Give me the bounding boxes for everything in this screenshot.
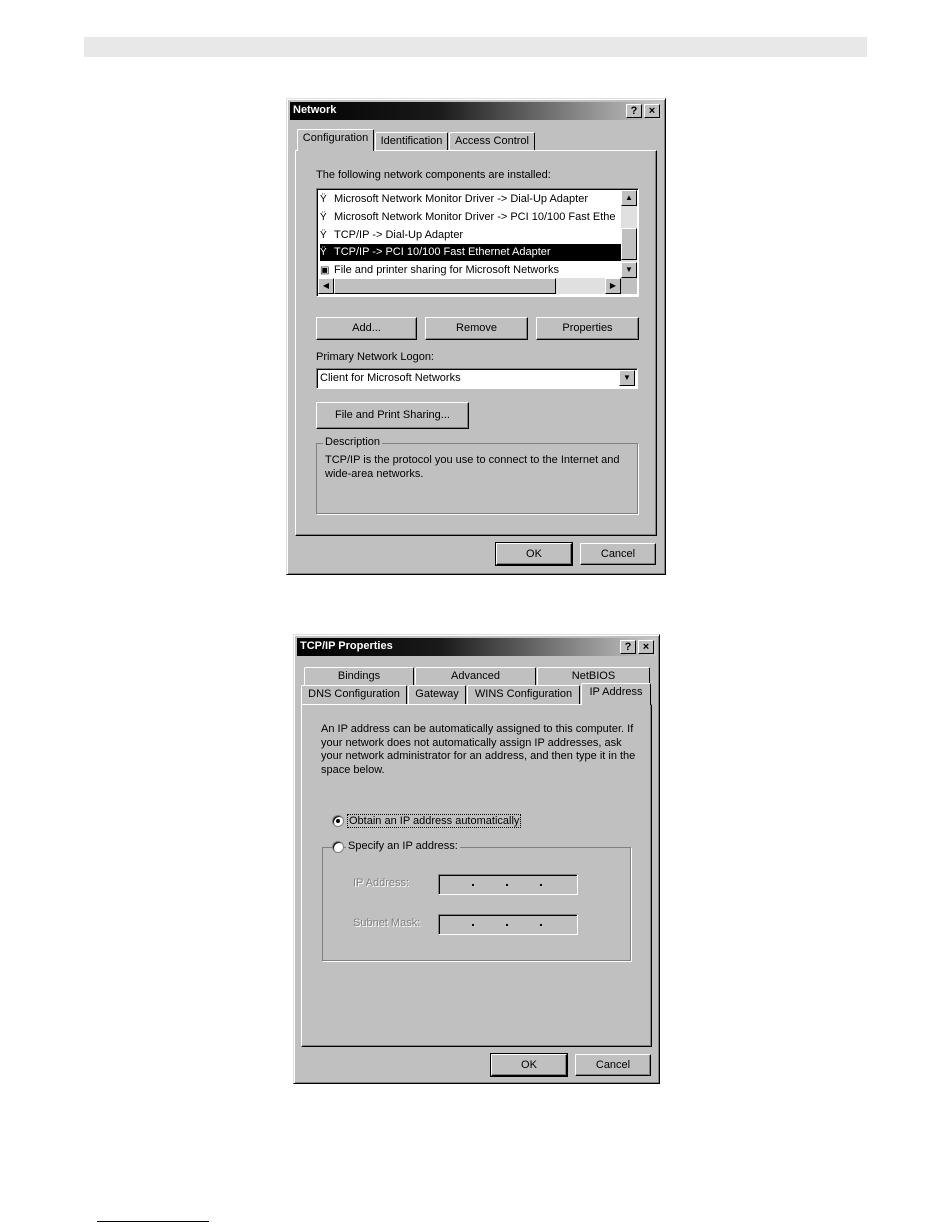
subnet-mask-label: Subnet Mask: bbox=[353, 917, 421, 929]
obtain-ip-radio[interactable] bbox=[332, 815, 344, 827]
tab-access-control[interactable]: Access Control bbox=[449, 132, 535, 151]
list-item[interactable] bbox=[320, 191, 622, 208]
tab-dns-configuration[interactable]: DNS Configuration bbox=[301, 685, 407, 704]
list-item[interactable] bbox=[320, 262, 622, 279]
cancel-button[interactable]: Cancel bbox=[575, 1054, 651, 1076]
close-icon[interactable]: × bbox=[644, 104, 660, 118]
network-protocol-icon: Ÿ bbox=[320, 194, 327, 205]
subnet-mask-field[interactable] bbox=[438, 914, 578, 935]
network-protocol-icon: Ÿ bbox=[320, 247, 327, 258]
tab-wins-configuration[interactable]: WINS Configuration bbox=[467, 685, 580, 704]
tcpip-properties-dialog bbox=[293, 634, 660, 1084]
ip-separator bbox=[540, 884, 542, 886]
tab-identification[interactable]: Identification bbox=[375, 132, 448, 151]
tab-ip-address[interactable]: IP Address bbox=[581, 683, 651, 705]
ip-address-panel bbox=[301, 704, 652, 1047]
page-header-bar bbox=[84, 37, 867, 57]
properties-button[interactable]: Properties bbox=[536, 317, 639, 340]
configuration-panel bbox=[295, 150, 657, 536]
list-item-label: Microsoft Network Monitor Driver -> PCI 10/100 Fast Ethe bbox=[334, 211, 616, 223]
tcpip-title: TCP/IP Properties bbox=[300, 640, 393, 652]
ip-separator bbox=[506, 924, 508, 926]
components-label: The following network components are installed: bbox=[316, 169, 551, 181]
description-text: TCP/IP is the protocol you use to connect to the Internet and wide-area networks. bbox=[325, 454, 620, 480]
help-icon[interactable]: ? bbox=[626, 104, 642, 118]
network-titlebar[interactable] bbox=[290, 102, 662, 120]
ip-address-label: IP Address: bbox=[353, 877, 410, 889]
network-title: Network bbox=[293, 104, 337, 116]
ok-button[interactable]: OK bbox=[491, 1054, 567, 1076]
footer-rule bbox=[97, 1221, 209, 1222]
ip-separator bbox=[472, 924, 474, 926]
list-item[interactable] bbox=[320, 227, 622, 244]
components-listbox[interactable] bbox=[316, 188, 639, 297]
chevron-down-icon[interactable]: ▼ bbox=[619, 370, 635, 386]
intro-text: An IP address can be automatically assigned to this computer. If your network does not automatically assign IP addresses, ask your network administrator for an address, and then type it in the space below. bbox=[321, 723, 636, 776]
primary-logon-value: Client for Microsoft Networks bbox=[320, 372, 461, 384]
specify-ip-group bbox=[322, 847, 631, 961]
vertical-scrollbar[interactable] bbox=[621, 190, 637, 278]
ip-separator bbox=[506, 884, 508, 886]
tcpip-titlebar[interactable] bbox=[297, 638, 656, 656]
scroll-thumb-horizontal[interactable] bbox=[334, 278, 556, 294]
tab-configuration[interactable]: Configuration bbox=[297, 129, 374, 151]
add-button[interactable]: Add... bbox=[316, 317, 417, 340]
remove-button[interactable]: Remove bbox=[425, 317, 528, 340]
help-icon[interactable]: ? bbox=[620, 640, 636, 654]
close-icon[interactable]: × bbox=[638, 640, 654, 654]
horizontal-scrollbar[interactable] bbox=[318, 278, 621, 294]
ip-separator bbox=[540, 924, 542, 926]
scroll-corner bbox=[621, 278, 637, 294]
file-sharing-service-icon: ▣ bbox=[320, 265, 330, 276]
cancel-button[interactable]: Cancel bbox=[580, 543, 656, 565]
list-item-selected[interactable] bbox=[320, 244, 622, 261]
list-item[interactable] bbox=[320, 209, 622, 226]
description-title: Description bbox=[325, 436, 381, 448]
scroll-right-icon[interactable]: ▶ bbox=[605, 278, 621, 294]
primary-logon-label: Primary Network Logon: bbox=[316, 351, 434, 363]
tab-gateway[interactable]: Gateway bbox=[408, 685, 466, 704]
specify-ip-label[interactable]: Specify an IP address: bbox=[348, 840, 458, 852]
obtain-ip-label[interactable]: Obtain an IP address automatically bbox=[349, 815, 520, 827]
scroll-up-icon[interactable]: ▲ bbox=[621, 190, 637, 206]
network-protocol-icon: Ÿ bbox=[320, 230, 327, 241]
primary-logon-select[interactable] bbox=[316, 368, 638, 389]
ok-button[interactable]: OK bbox=[496, 543, 572, 565]
list-item-label: TCP/IP -> PCI 10/100 Fast Ethernet Adapter bbox=[334, 246, 551, 258]
tab-bindings[interactable]: Bindings bbox=[304, 667, 414, 686]
network-protocol-icon: Ÿ bbox=[320, 212, 327, 223]
list-item-label: File and printer sharing for Microsoft Networks bbox=[334, 264, 559, 276]
tab-netbios[interactable]: NetBIOS bbox=[537, 667, 650, 686]
list-item-label: TCP/IP -> Dial-Up Adapter bbox=[334, 229, 464, 241]
ip-separator bbox=[472, 884, 474, 886]
radio-selected-dot bbox=[336, 819, 340, 823]
scroll-left-icon[interactable]: ◀ bbox=[318, 278, 334, 294]
specify-ip-radio[interactable] bbox=[332, 841, 344, 853]
scroll-down-icon[interactable]: ▼ bbox=[621, 262, 637, 278]
scroll-thumb[interactable] bbox=[621, 228, 637, 260]
tab-advanced[interactable]: Advanced bbox=[415, 667, 536, 686]
file-print-sharing-button[interactable]: File and Print Sharing... bbox=[316, 402, 469, 429]
list-item-label: Microsoft Network Monitor Driver -> Dial-Up Adapter bbox=[334, 193, 588, 205]
network-dialog bbox=[286, 98, 666, 575]
ip-address-field[interactable] bbox=[438, 874, 578, 895]
